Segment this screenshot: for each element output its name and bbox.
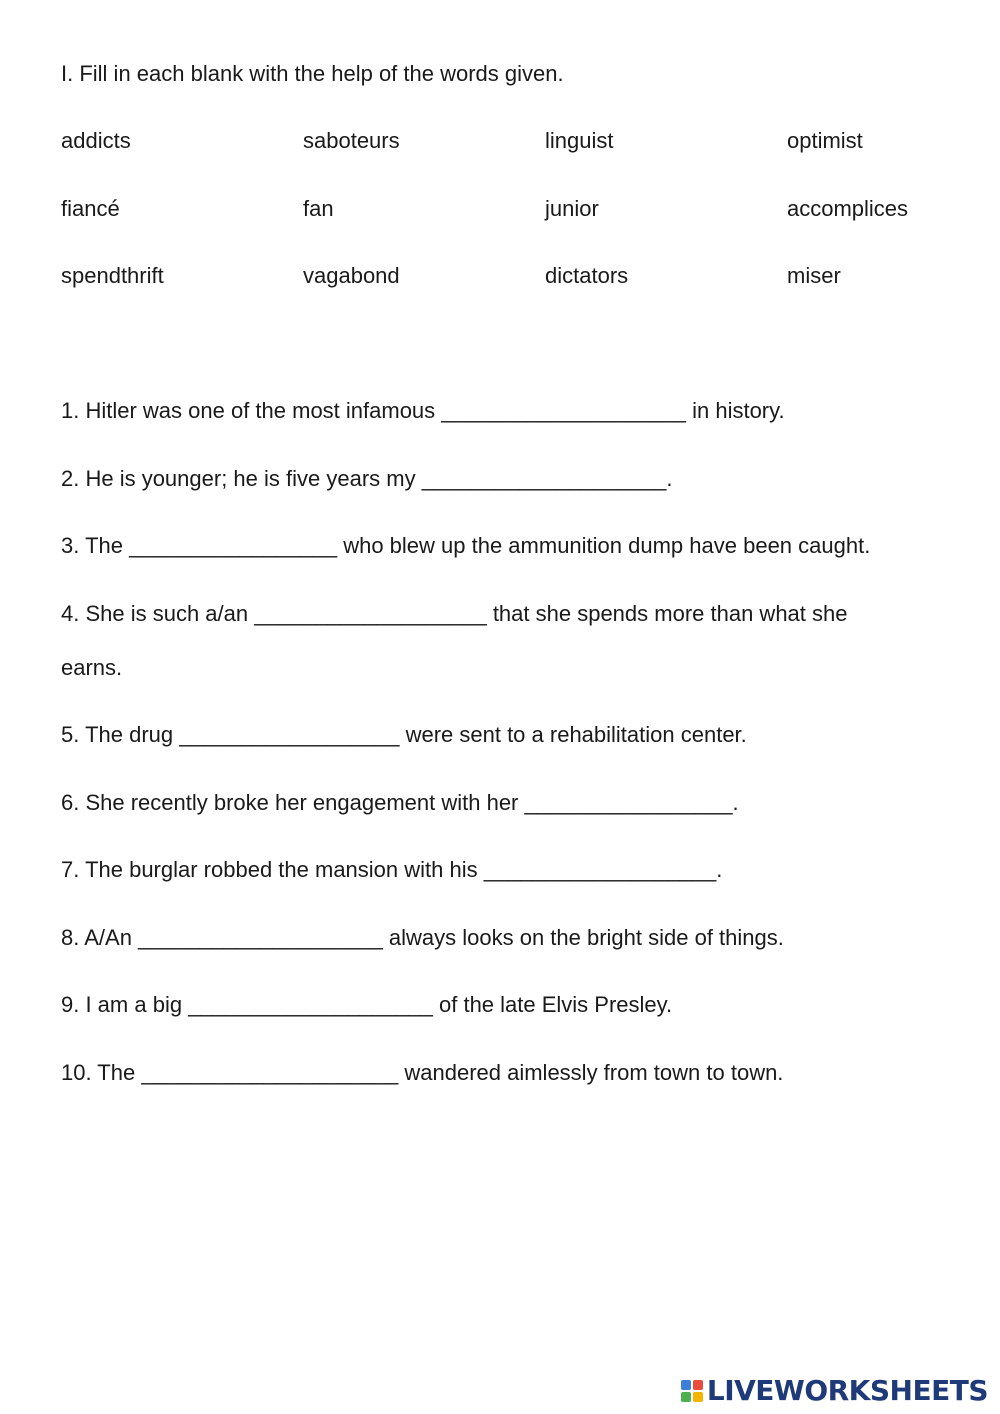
word-bank-item: optimist: [787, 128, 863, 153]
question-10: 10. The _____________________ wandered aimlessly from town to town.: [61, 1059, 784, 1085]
logo-square-4: [693, 1392, 703, 1402]
question-4: 4. She is such a/an ___________________ that she spends more than what she earns.: [61, 600, 848, 680]
word-bank-item: fan: [303, 195, 334, 221]
logo-text: LIVEWORKSHEETS: [706, 1374, 988, 1407]
word-bank-item: fiancé: [61, 195, 120, 221]
word-bank-item: accomplices: [787, 195, 909, 221]
liveworksheets-logo: [681, 1374, 988, 1408]
word-bank-item: saboteurs: [303, 128, 400, 153]
word-bank-item: miser: [787, 263, 841, 288]
question-7: 7. The burglar robbed the mansion with his ___________________.: [61, 857, 723, 882]
word-bank-item: spendthrift: [61, 263, 164, 288]
word-bank-item: linguist: [545, 128, 614, 153]
logo-square-1: [681, 1380, 691, 1390]
instruction-text: I. Fill in each blank with the help of the words given.: [61, 61, 564, 86]
logo-square-3: [681, 1392, 691, 1402]
question-3: 3. The _________________ who blew up the ammunition dump have been caught.: [61, 533, 871, 558]
question-2: 2. He is younger; he is five years my ____________________.: [61, 465, 673, 491]
question-1: 1. Hitler was one of the most infamous ____________________ in history.: [61, 398, 785, 423]
logo-square-2: [693, 1380, 703, 1390]
word-bank-item: dictators: [545, 263, 629, 288]
word-bank-item: addicts: [61, 128, 131, 153]
word-bank: [61, 127, 961, 330]
question-9: 9. I am a big ____________________ of the late Elvis Presley.: [61, 992, 673, 1017]
word-bank-item: vagabond: [303, 263, 400, 288]
question-8: 8. A/An ____________________ always looks on the bright side of things.: [61, 924, 784, 950]
word-bank-item: junior: [545, 195, 599, 221]
logo-grid-icon: [681, 1380, 703, 1402]
question-6: 6. She recently broke her engagement with her _________________.: [61, 789, 739, 815]
question-5: 5. The drug __________________ were sent to a rehabilitation center.: [61, 722, 747, 747]
question-list: [61, 397, 941, 1126]
